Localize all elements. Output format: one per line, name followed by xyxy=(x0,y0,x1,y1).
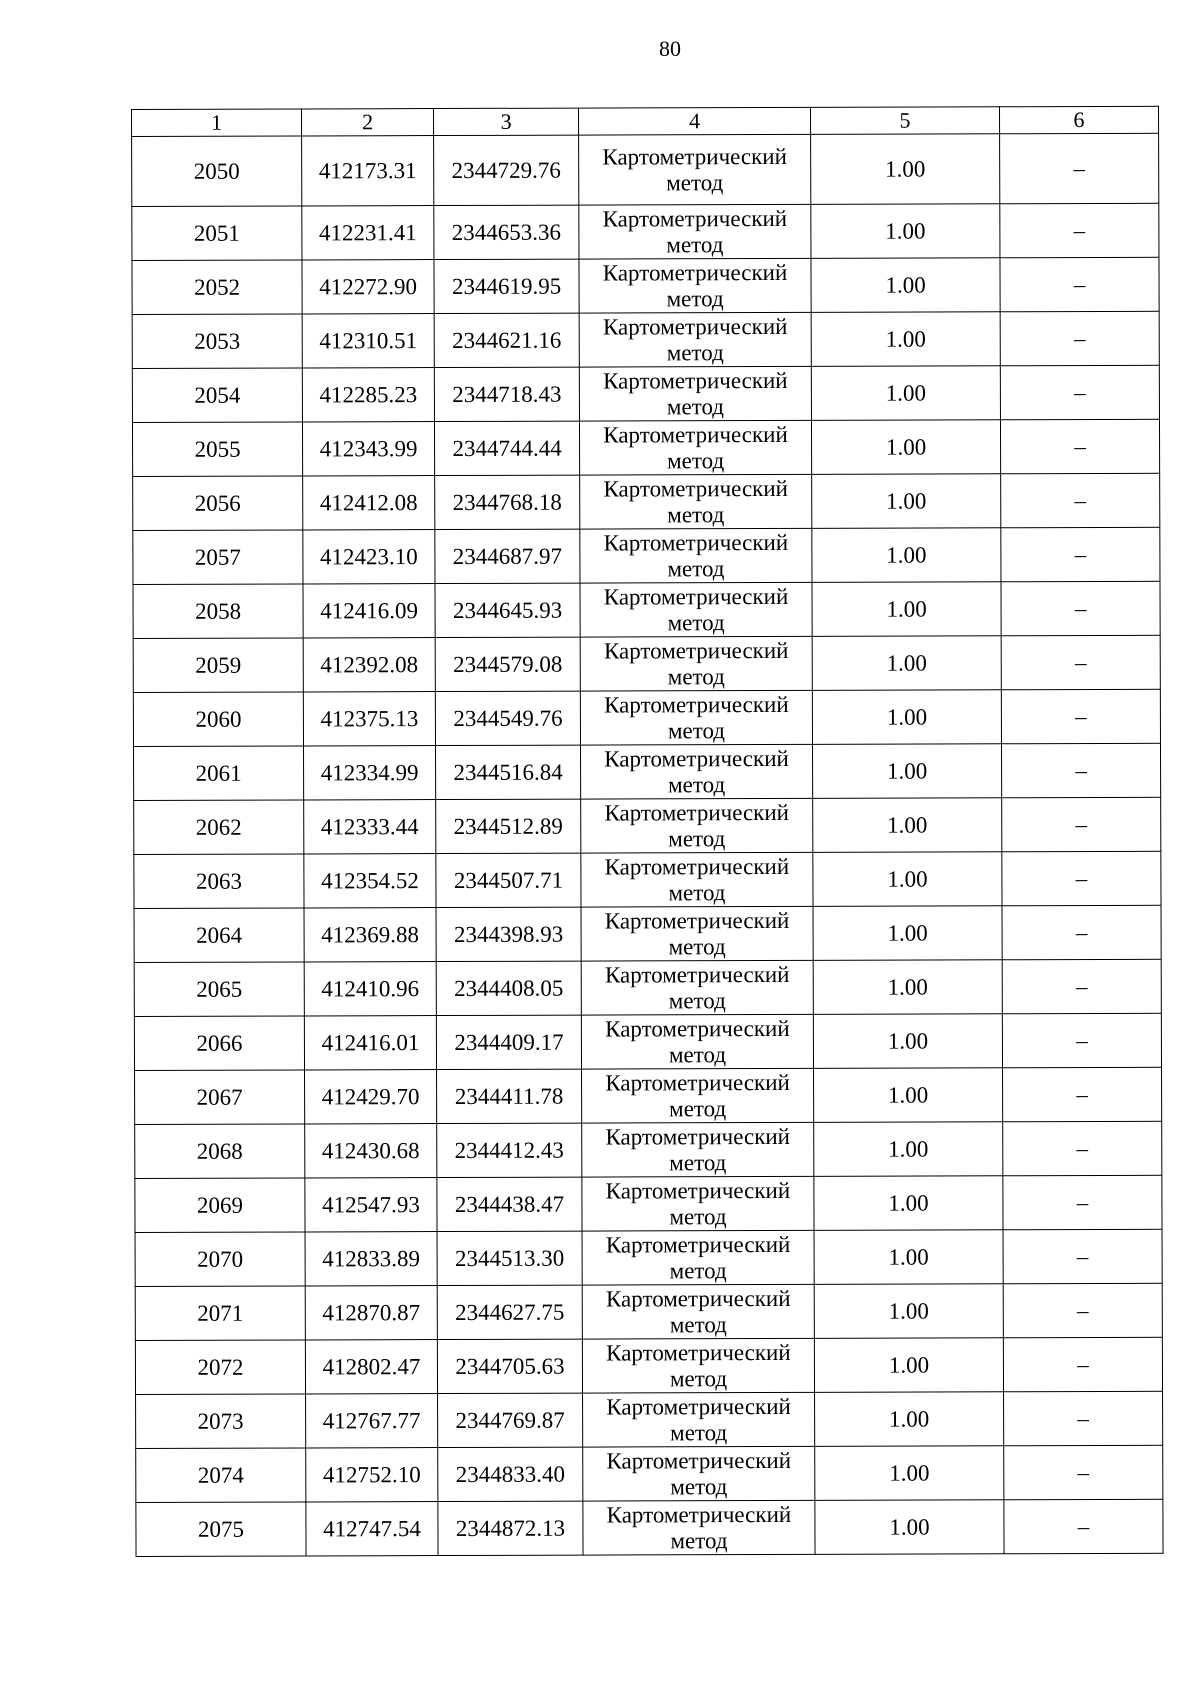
accuracy-cell: 1.00 xyxy=(811,420,1000,475)
method-line-2: метод xyxy=(668,987,726,1013)
method-cell xyxy=(583,1500,815,1555)
point-number-cell: 2063 xyxy=(134,854,304,909)
table-row xyxy=(132,133,1159,206)
column-header: 3 xyxy=(434,108,579,135)
coordinate-y-cell: 2344412.43 xyxy=(437,1123,582,1177)
method-line-2: метод xyxy=(666,339,724,365)
point-number-cell: 2069 xyxy=(135,1178,305,1233)
point-number-cell: 2066 xyxy=(134,1016,304,1071)
note-cell: – xyxy=(1000,419,1159,473)
method-line-1: Картометрический xyxy=(604,907,790,934)
point-number-cell: 2055 xyxy=(132,422,302,477)
point-number-cell: 2058 xyxy=(133,584,303,639)
coordinates-table xyxy=(131,106,1164,1557)
method-line-2: метод xyxy=(667,717,726,743)
accuracy-cell: 1.00 xyxy=(814,1230,1003,1285)
column-header: 6 xyxy=(999,106,1158,133)
coordinate-y-cell: 2344833.40 xyxy=(438,1447,583,1501)
point-number-cell: 2053 xyxy=(132,314,302,369)
coordinate-x-cell: 412392.08 xyxy=(303,638,435,692)
method-line-2: метод xyxy=(667,447,725,473)
point-number-cell: 2065 xyxy=(134,962,304,1017)
coordinate-x-cell: 412334.99 xyxy=(304,746,436,800)
note-cell: – xyxy=(1004,1445,1163,1499)
coordinate-y-cell: 2344619.95 xyxy=(434,259,579,313)
point-number-cell: 2057 xyxy=(133,530,303,585)
coordinate-y-cell: 2344621.16 xyxy=(434,313,579,367)
note-cell: – xyxy=(1001,527,1160,581)
coordinate-x-cell: 412410.96 xyxy=(304,962,436,1016)
method-line-2: метод xyxy=(667,555,725,581)
method-line-2: метод xyxy=(666,285,724,311)
table-row xyxy=(135,1067,1162,1124)
method-line-1: Картометрический xyxy=(604,961,790,988)
method-line-1: Картометрический xyxy=(606,1501,792,1528)
column-header: 1 xyxy=(132,109,302,137)
coordinate-y-cell: 2344718.43 xyxy=(434,367,579,421)
coordinate-x-cell: 412430.68 xyxy=(305,1124,437,1178)
method-line-2: метод xyxy=(666,393,725,419)
accuracy-cell: 1.00 xyxy=(815,1392,1004,1447)
note-cell: – xyxy=(1002,1013,1161,1067)
accuracy-cell: 1.00 xyxy=(812,528,1001,583)
note-cell: – xyxy=(1002,851,1161,905)
method-line-2: метод xyxy=(670,1419,728,1445)
coordinate-y-cell: 2344687.97 xyxy=(435,529,580,583)
method-cell xyxy=(583,1392,815,1447)
coordinate-y-cell: 2344579.08 xyxy=(435,637,580,691)
table-row xyxy=(133,473,1160,530)
table-row xyxy=(134,905,1161,962)
coordinate-x-cell: 412231.41 xyxy=(302,206,434,260)
method-line-2: метод xyxy=(668,825,726,851)
coordinate-y-cell: 2344408.05 xyxy=(436,961,581,1015)
coordinate-y-cell: 2344729.76 xyxy=(434,135,579,205)
table-row xyxy=(132,311,1159,368)
coordinate-x-cell: 412870.87 xyxy=(305,1286,437,1340)
coordinate-y-cell: 2344512.89 xyxy=(436,799,581,853)
coordinate-y-cell: 2344411.78 xyxy=(437,1069,582,1123)
method-line-1: Картометрический xyxy=(605,1231,791,1258)
coordinate-x-cell: 412547.93 xyxy=(305,1178,437,1232)
method-line-1: Картометрический xyxy=(606,1339,791,1366)
note-cell: – xyxy=(1000,365,1159,419)
method-line-2: метод xyxy=(666,169,724,195)
note-cell: – xyxy=(1004,1499,1163,1553)
method-line-2: метод xyxy=(670,1527,728,1553)
point-number-cell: 2067 xyxy=(135,1070,305,1125)
table-row xyxy=(135,1175,1162,1232)
method-line-1: Картометрический xyxy=(602,143,787,170)
table-row xyxy=(133,689,1160,746)
method-line-1: Картометрический xyxy=(603,583,789,610)
coordinate-x-cell: 412747.54 xyxy=(306,1502,438,1556)
method-cell xyxy=(582,1122,814,1177)
coordinate-x-cell: 412767.77 xyxy=(306,1394,438,1448)
coordinate-y-cell: 2344768.18 xyxy=(435,475,580,529)
method-line-1: Картометрический xyxy=(604,799,790,826)
method-cell xyxy=(582,1284,814,1339)
method-line-1: Картометрический xyxy=(605,1123,791,1150)
coordinate-y-cell: 2344653.36 xyxy=(434,205,579,259)
note-cell: – xyxy=(1002,959,1161,1013)
note-cell: – xyxy=(1000,311,1159,365)
method-cell xyxy=(581,960,813,1015)
accuracy-cell: 1.00 xyxy=(815,1446,1004,1501)
point-number-cell: 2061 xyxy=(134,746,304,801)
accuracy-cell: 1.00 xyxy=(813,798,1002,853)
method-line-2: метод xyxy=(669,1095,727,1121)
method-line-1: Картометрический xyxy=(602,205,788,232)
method-line-2: метод xyxy=(668,771,726,797)
method-cell xyxy=(582,1230,814,1285)
method-line-1: Картометрический xyxy=(603,475,788,502)
coordinate-x-cell: 412423.10 xyxy=(303,530,435,584)
method-line-2: метод xyxy=(670,1473,728,1499)
coordinate-x-cell: 412752.10 xyxy=(306,1448,438,1502)
method-line-1: Картометрический xyxy=(606,1393,791,1420)
coordinate-x-cell: 412375.13 xyxy=(303,692,435,746)
note-cell: – xyxy=(1000,133,1159,203)
table-row xyxy=(134,743,1161,800)
method-line-1: Картометрический xyxy=(604,745,789,772)
method-cell xyxy=(579,420,811,475)
coordinate-y-cell: 2344438.47 xyxy=(437,1177,582,1231)
method-cell xyxy=(579,134,811,205)
accuracy-cell: 1.00 xyxy=(814,1122,1003,1177)
note-cell: – xyxy=(1001,635,1160,689)
accuracy-cell: 1.00 xyxy=(811,204,1000,259)
method-line-1: Картометрический xyxy=(603,367,788,394)
coordinate-x-cell: 412412.08 xyxy=(303,476,435,530)
note-cell: – xyxy=(1004,1391,1163,1445)
method-cell xyxy=(579,204,811,259)
accuracy-cell: 1.00 xyxy=(813,1014,1002,1069)
accuracy-cell: 1.00 xyxy=(812,636,1001,691)
method-cell xyxy=(581,906,813,961)
coordinate-x-cell: 412333.44 xyxy=(304,800,436,854)
table-row xyxy=(134,797,1161,854)
accuracy-cell: 1.00 xyxy=(813,960,1002,1015)
coordinate-x-cell: 412369.88 xyxy=(304,908,436,962)
note-cell: – xyxy=(1002,797,1161,851)
page-number: 80 xyxy=(659,36,681,61)
table-row xyxy=(132,419,1159,476)
table-header-row xyxy=(132,106,1159,136)
note-cell: – xyxy=(1002,905,1161,959)
table-row xyxy=(136,1499,1163,1556)
coordinate-y-cell: 2344744.44 xyxy=(434,421,579,475)
note-cell: – xyxy=(1001,473,1160,527)
point-number-cell: 2073 xyxy=(136,1394,306,1449)
table-row xyxy=(133,527,1160,584)
method-cell xyxy=(582,1176,814,1231)
point-number-cell: 2075 xyxy=(136,1502,306,1557)
accuracy-cell: 1.00 xyxy=(814,1338,1003,1393)
accuracy-cell: 1.00 xyxy=(811,366,1000,421)
accuracy-cell: 1.00 xyxy=(811,312,1000,367)
note-cell: – xyxy=(1000,257,1159,311)
note-cell: – xyxy=(1003,1337,1162,1391)
coordinate-x-cell: 412833.89 xyxy=(305,1232,437,1286)
note-cell: – xyxy=(1003,1067,1162,1121)
coordinate-y-cell: 2344645.93 xyxy=(435,583,580,637)
method-line-2: метод xyxy=(669,1149,727,1175)
method-cell xyxy=(582,1068,814,1123)
method-line-2: метод xyxy=(668,879,726,905)
note-cell: – xyxy=(1001,581,1160,635)
method-line-1: Картометрический xyxy=(604,691,789,718)
method-line-1: Картометрический xyxy=(605,1285,791,1312)
note-cell: – xyxy=(1001,689,1160,743)
coordinate-x-cell: 412416.01 xyxy=(304,1016,436,1070)
method-line-2: метод xyxy=(668,933,726,959)
method-cell xyxy=(580,474,812,529)
method-cell xyxy=(579,312,811,367)
point-number-cell: 2052 xyxy=(132,260,302,315)
method-line-2: метод xyxy=(667,609,725,635)
accuracy-cell: 1.00 xyxy=(814,1284,1003,1339)
coordinate-y-cell: 2344769.87 xyxy=(438,1393,583,1447)
column-header: 4 xyxy=(578,107,810,135)
point-number-cell: 2062 xyxy=(134,800,304,855)
accuracy-cell: 1.00 xyxy=(813,852,1002,907)
method-line-2: метод xyxy=(669,1365,728,1391)
accuracy-cell: 1.00 xyxy=(812,582,1001,637)
accuracy-cell: 1.00 xyxy=(812,474,1001,529)
note-cell: – xyxy=(1003,1229,1162,1283)
method-cell xyxy=(582,1338,814,1393)
coordinate-x-cell: 412285.23 xyxy=(302,368,434,422)
method-line-1: Картометрический xyxy=(603,637,789,664)
coordinate-x-cell: 412429.70 xyxy=(305,1070,437,1124)
coordinate-y-cell: 2344627.75 xyxy=(437,1285,582,1339)
coordinate-x-cell: 412173.31 xyxy=(302,136,434,206)
method-cell xyxy=(579,258,811,313)
note-cell: – xyxy=(1001,743,1160,797)
table-row xyxy=(132,203,1159,260)
point-number-cell: 2050 xyxy=(132,136,302,207)
table-row xyxy=(133,581,1160,638)
method-line-2: метод xyxy=(667,501,725,527)
note-cell: – xyxy=(1003,1121,1162,1175)
note-cell: – xyxy=(1000,203,1159,257)
method-cell xyxy=(581,744,813,799)
accuracy-cell: 1.00 xyxy=(811,258,1000,313)
method-line-1: Картометрический xyxy=(606,1447,792,1474)
method-line-2: метод xyxy=(669,1203,727,1229)
coordinate-x-cell: 412272.90 xyxy=(302,260,434,314)
table-row xyxy=(135,1229,1162,1286)
point-number-cell: 2070 xyxy=(135,1232,305,1287)
method-line-2: метод xyxy=(669,1311,727,1337)
accuracy-cell: 1.00 xyxy=(814,1176,1003,1231)
method-line-1: Картометрический xyxy=(605,1177,791,1204)
method-cell xyxy=(583,1446,815,1501)
table-row xyxy=(134,1013,1161,1070)
method-line-1: Картометрический xyxy=(604,853,790,880)
coordinate-y-cell: 2344513.30 xyxy=(437,1231,582,1285)
table-row xyxy=(135,1283,1162,1340)
method-line-2: метод xyxy=(667,663,725,689)
point-number-cell: 2072 xyxy=(135,1340,305,1395)
table-row xyxy=(132,365,1159,422)
coordinate-x-cell: 412802.47 xyxy=(305,1340,437,1394)
coordinate-y-cell: 2344516.84 xyxy=(436,745,581,799)
accuracy-cell: 1.00 xyxy=(813,906,1002,961)
coordinate-y-cell: 2344409.17 xyxy=(436,1015,581,1069)
coordinate-y-cell: 2344549.76 xyxy=(435,691,580,745)
method-line-2: метод xyxy=(668,1041,727,1067)
method-line-2: метод xyxy=(666,231,724,257)
accuracy-cell: 1.00 xyxy=(815,1500,1004,1555)
note-cell: – xyxy=(1003,1175,1162,1229)
method-cell xyxy=(579,366,811,421)
point-number-cell: 2060 xyxy=(133,692,303,747)
coordinate-y-cell: 2344705.63 xyxy=(437,1339,582,1393)
method-cell xyxy=(580,528,812,583)
coordinate-y-cell: 2344507.71 xyxy=(436,853,581,907)
method-cell xyxy=(581,852,813,907)
point-number-cell: 2071 xyxy=(135,1286,305,1341)
table-row xyxy=(133,635,1160,692)
method-line-1: Картометрический xyxy=(605,1015,790,1042)
table-row xyxy=(136,1391,1163,1448)
table-row xyxy=(134,959,1161,1016)
method-line-2: метод xyxy=(669,1257,727,1283)
table-row xyxy=(132,257,1159,314)
method-cell xyxy=(580,690,812,745)
method-cell xyxy=(581,798,813,853)
point-number-cell: 2059 xyxy=(133,638,303,693)
accuracy-cell: 1.00 xyxy=(811,134,1000,205)
method-line-1: Картометрический xyxy=(605,1069,790,1096)
table-row xyxy=(136,1445,1163,1502)
method-cell xyxy=(581,1014,813,1069)
method-cell xyxy=(580,582,812,637)
coordinate-x-cell: 412416.09 xyxy=(303,584,435,638)
method-line-1: Картометрический xyxy=(602,259,788,286)
table-body xyxy=(132,133,1163,1556)
coordinate-x-cell: 412354.52 xyxy=(304,854,436,908)
coordinate-y-cell: 2344872.13 xyxy=(438,1501,583,1555)
note-cell: – xyxy=(1003,1283,1162,1337)
coordinate-x-cell: 412310.51 xyxy=(302,314,434,368)
table-row xyxy=(135,1121,1162,1178)
column-header: 2 xyxy=(302,109,434,136)
accuracy-cell: 1.00 xyxy=(812,690,1001,745)
coordinate-y-cell: 2344398.93 xyxy=(436,907,581,961)
point-number-cell: 2056 xyxy=(133,476,303,531)
method-line-1: Картометрический xyxy=(602,313,788,340)
point-number-cell: 2064 xyxy=(134,908,304,963)
method-line-1: Картометрический xyxy=(603,529,789,556)
accuracy-cell: 1.00 xyxy=(812,744,1001,799)
table-row xyxy=(135,1337,1162,1394)
accuracy-cell: 1.00 xyxy=(814,1068,1003,1123)
column-header: 5 xyxy=(810,107,999,135)
point-number-cell: 2054 xyxy=(132,368,302,423)
point-number-cell: 2051 xyxy=(132,206,302,261)
method-line-1: Картометрический xyxy=(603,421,788,448)
point-number-cell: 2074 xyxy=(136,1448,306,1503)
table-row xyxy=(134,851,1161,908)
point-number-cell: 2068 xyxy=(135,1124,305,1179)
method-cell xyxy=(580,636,812,691)
coordinate-x-cell: 412343.99 xyxy=(302,422,434,476)
